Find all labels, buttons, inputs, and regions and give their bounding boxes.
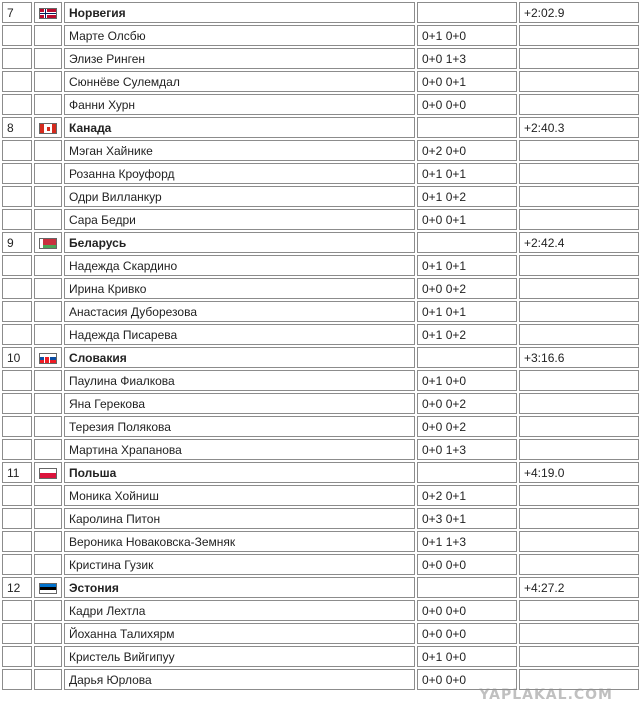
athlete-penalties: 0+0 0+2	[417, 416, 517, 437]
team-country: Эстония	[64, 577, 415, 598]
athlete-rank-empty	[2, 163, 32, 184]
belarus-flag	[39, 238, 57, 249]
athlete-time-empty	[519, 508, 639, 529]
athlete-penalties: 0+0 0+1	[417, 71, 517, 92]
athlete-name: Надежда Скардино	[64, 255, 415, 276]
team-time: +3:16.6	[519, 347, 639, 368]
team-rank: 11	[2, 462, 32, 483]
athlete-time-empty	[519, 600, 639, 621]
athlete-rank-empty	[2, 646, 32, 667]
athlete-penalties: 0+1 0+1	[417, 163, 517, 184]
athlete-flag-empty	[34, 71, 62, 92]
athlete-rank-empty	[2, 600, 32, 621]
athlete-time-empty	[519, 370, 639, 391]
team-penalties-empty	[417, 2, 517, 23]
athlete-row	[2, 71, 639, 92]
athlete-flag-empty	[34, 554, 62, 575]
athlete-time-empty	[519, 71, 639, 92]
team-rank: 10	[2, 347, 32, 368]
athlete-time-empty	[519, 25, 639, 46]
flag-cell	[34, 117, 62, 138]
athlete-name: Сара Бедри	[64, 209, 415, 230]
athlete-row	[2, 600, 639, 621]
athlete-flag-empty	[34, 186, 62, 207]
athlete-time-empty	[519, 94, 639, 115]
athlete-row	[2, 186, 639, 207]
athlete-row	[2, 301, 639, 322]
athlete-rank-empty	[2, 278, 32, 299]
athlete-rank-empty	[2, 393, 32, 414]
athlete-flag-empty	[34, 393, 62, 414]
athlete-name: Одри Вилланкур	[64, 186, 415, 207]
athlete-row	[2, 278, 639, 299]
athlete-penalties: 0+0 0+2	[417, 393, 517, 414]
flag-cell	[34, 2, 62, 23]
team-row	[2, 462, 639, 483]
athlete-flag-empty	[34, 623, 62, 644]
team-penalties-empty	[417, 347, 517, 368]
athlete-flag-empty	[34, 485, 62, 506]
athlete-flag-empty	[34, 439, 62, 460]
athlete-name: Каролина Питон	[64, 508, 415, 529]
athlete-name: Кристина Гузик	[64, 554, 415, 575]
team-penalties-empty	[417, 577, 517, 598]
athlete-flag-empty	[34, 278, 62, 299]
athlete-row	[2, 370, 639, 391]
team-row	[2, 117, 639, 138]
athlete-penalties: 0+1 0+0	[417, 370, 517, 391]
team-row	[2, 232, 639, 253]
athlete-name: Вероника Новаковска-Земняк	[64, 531, 415, 552]
flag-cell	[34, 232, 62, 253]
athlete-name: Сюннёве Сулемдал	[64, 71, 415, 92]
team-row	[2, 2, 639, 23]
athlete-row	[2, 25, 639, 46]
athlete-flag-empty	[34, 48, 62, 69]
athlete-row	[2, 48, 639, 69]
athlete-flag-empty	[34, 140, 62, 161]
team-penalties-empty	[417, 117, 517, 138]
team-time: +2:40.3	[519, 117, 639, 138]
athlete-row	[2, 439, 639, 460]
athlete-flag-empty	[34, 94, 62, 115]
athlete-penalties: 0+0 0+2	[417, 278, 517, 299]
team-penalties-empty	[417, 462, 517, 483]
athlete-time-empty	[519, 416, 639, 437]
athlete-row	[2, 554, 639, 575]
team-time: +2:02.9	[519, 2, 639, 23]
athlete-flag-empty	[34, 301, 62, 322]
team-time: +4:19.0	[519, 462, 639, 483]
athlete-name: Ирина Кривко	[64, 278, 415, 299]
athlete-time-empty	[519, 646, 639, 667]
athlete-time-empty	[519, 485, 639, 506]
athlete-rank-empty	[2, 623, 32, 644]
athlete-flag-empty	[34, 209, 62, 230]
athlete-name: Кристель Вийгипуу	[64, 646, 415, 667]
athlete-penalties: 0+1 0+0	[417, 646, 517, 667]
athlete-name: Моника Хойниш	[64, 485, 415, 506]
team-row	[2, 577, 639, 598]
athlete-row	[2, 255, 639, 276]
athlete-flag-empty	[34, 508, 62, 529]
athlete-penalties: 0+0 0+0	[417, 623, 517, 644]
athlete-name: Кадри Лехтла	[64, 600, 415, 621]
athlete-flag-empty	[34, 531, 62, 552]
athlete-rank-empty	[2, 94, 32, 115]
athlete-rank-empty	[2, 370, 32, 391]
results-body	[2, 2, 639, 690]
athlete-row	[2, 416, 639, 437]
athlete-rank-empty	[2, 140, 32, 161]
athlete-time-empty	[519, 623, 639, 644]
athlete-time-empty	[519, 209, 639, 230]
athlete-penalties: 0+1 0+0	[417, 25, 517, 46]
flag-cell	[34, 347, 62, 368]
team-rank: 7	[2, 2, 32, 23]
athlete-row	[2, 140, 639, 161]
watermark: YAPLAKAL.COM	[479, 687, 613, 703]
athlete-name: Терезия Полякова	[64, 416, 415, 437]
athlete-time-empty	[519, 531, 639, 552]
athlete-row	[2, 324, 639, 345]
team-rank: 9	[2, 232, 32, 253]
athlete-penalties: 0+2 0+0	[417, 140, 517, 161]
team-rank: 12	[2, 577, 32, 598]
team-country: Польша	[64, 462, 415, 483]
athlete-row	[2, 531, 639, 552]
athlete-rank-empty	[2, 508, 32, 529]
athlete-rank-empty	[2, 25, 32, 46]
athlete-penalties: 0+0 0+0	[417, 94, 517, 115]
athlete-flag-empty	[34, 255, 62, 276]
athlete-name: Марте Олсбю	[64, 25, 415, 46]
athlete-time-empty	[519, 278, 639, 299]
poland-flag	[39, 468, 57, 479]
athlete-row	[2, 163, 639, 184]
athlete-name: Мартина Храпанова	[64, 439, 415, 460]
athlete-row	[2, 485, 639, 506]
team-country: Беларусь	[64, 232, 415, 253]
flag-cell	[34, 462, 62, 483]
athlete-rank-empty	[2, 324, 32, 345]
athlete-penalties: 0+0 0+0	[417, 554, 517, 575]
slovakia-flag	[39, 353, 57, 364]
athlete-name: Фанни Хурн	[64, 94, 415, 115]
athlete-rank-empty	[2, 186, 32, 207]
athlete-time-empty	[519, 255, 639, 276]
athlete-row	[2, 94, 639, 115]
athlete-penalties: 0+1 0+1	[417, 255, 517, 276]
athlete-penalties: 0+1 0+2	[417, 324, 517, 345]
athlete-penalties: 0+0 0+0	[417, 669, 517, 690]
team-time: +4:27.2	[519, 577, 639, 598]
athlete-time-empty	[519, 48, 639, 69]
team-rank: 8	[2, 117, 32, 138]
athlete-flag-empty	[34, 370, 62, 391]
team-country: Норвегия	[64, 2, 415, 23]
athlete-time-empty	[519, 186, 639, 207]
athlete-name: Анастасия Дуборезова	[64, 301, 415, 322]
athlete-rank-empty	[2, 554, 32, 575]
athlete-flag-empty	[34, 416, 62, 437]
athlete-penalties: 0+0 1+3	[417, 439, 517, 460]
athlete-rank-empty	[2, 669, 32, 690]
athlete-time-empty	[519, 140, 639, 161]
canada-flag	[39, 123, 57, 134]
athlete-time-empty	[519, 393, 639, 414]
athlete-name: Паулина Фиалкова	[64, 370, 415, 391]
athlete-flag-empty	[34, 324, 62, 345]
athlete-time-empty	[519, 163, 639, 184]
athlete-penalties: 0+0 1+3	[417, 48, 517, 69]
athlete-name: Розанна Кроуфорд	[64, 163, 415, 184]
team-penalties-empty	[417, 232, 517, 253]
team-country: Словакия	[64, 347, 415, 368]
athlete-flag-empty	[34, 646, 62, 667]
norway-flag	[39, 8, 57, 19]
athlete-penalties: 0+2 0+1	[417, 485, 517, 506]
athlete-rank-empty	[2, 71, 32, 92]
athlete-row	[2, 209, 639, 230]
athlete-row	[2, 393, 639, 414]
athlete-rank-empty	[2, 439, 32, 460]
team-time: +2:42.4	[519, 232, 639, 253]
team-country: Канада	[64, 117, 415, 138]
athlete-penalties: 0+1 0+2	[417, 186, 517, 207]
athlete-time-empty	[519, 301, 639, 322]
estonia-flag	[39, 583, 57, 594]
athlete-flag-empty	[34, 163, 62, 184]
athlete-row	[2, 508, 639, 529]
athlete-rank-empty	[2, 531, 32, 552]
athlete-name: Яна Герекова	[64, 393, 415, 414]
athlete-row	[2, 646, 639, 667]
athlete-penalties: 0+1 0+1	[417, 301, 517, 322]
athlete-rank-empty	[2, 485, 32, 506]
athlete-name: Элизе Ринген	[64, 48, 415, 69]
athlete-penalties: 0+0 0+1	[417, 209, 517, 230]
athlete-rank-empty	[2, 416, 32, 437]
athlete-rank-empty	[2, 255, 32, 276]
athlete-name: Дарья Юрлова	[64, 669, 415, 690]
athlete-penalties: 0+3 0+1	[417, 508, 517, 529]
flag-cell	[34, 577, 62, 598]
athlete-rank-empty	[2, 48, 32, 69]
athlete-flag-empty	[34, 669, 62, 690]
athlete-time-empty	[519, 554, 639, 575]
athlete-rank-empty	[2, 301, 32, 322]
athlete-flag-empty	[34, 600, 62, 621]
athlete-time-empty	[519, 439, 639, 460]
athlete-time-empty	[519, 324, 639, 345]
athlete-row	[2, 623, 639, 644]
athlete-name: Йоханна Талихярм	[64, 623, 415, 644]
athlete-name: Мэган Хайнике	[64, 140, 415, 161]
athlete-penalties: 0+0 0+0	[417, 600, 517, 621]
athlete-name: Надежда Писарева	[64, 324, 415, 345]
team-row	[2, 347, 639, 368]
athlete-penalties: 0+1 1+3	[417, 531, 517, 552]
athlete-flag-empty	[34, 25, 62, 46]
athlete-rank-empty	[2, 209, 32, 230]
